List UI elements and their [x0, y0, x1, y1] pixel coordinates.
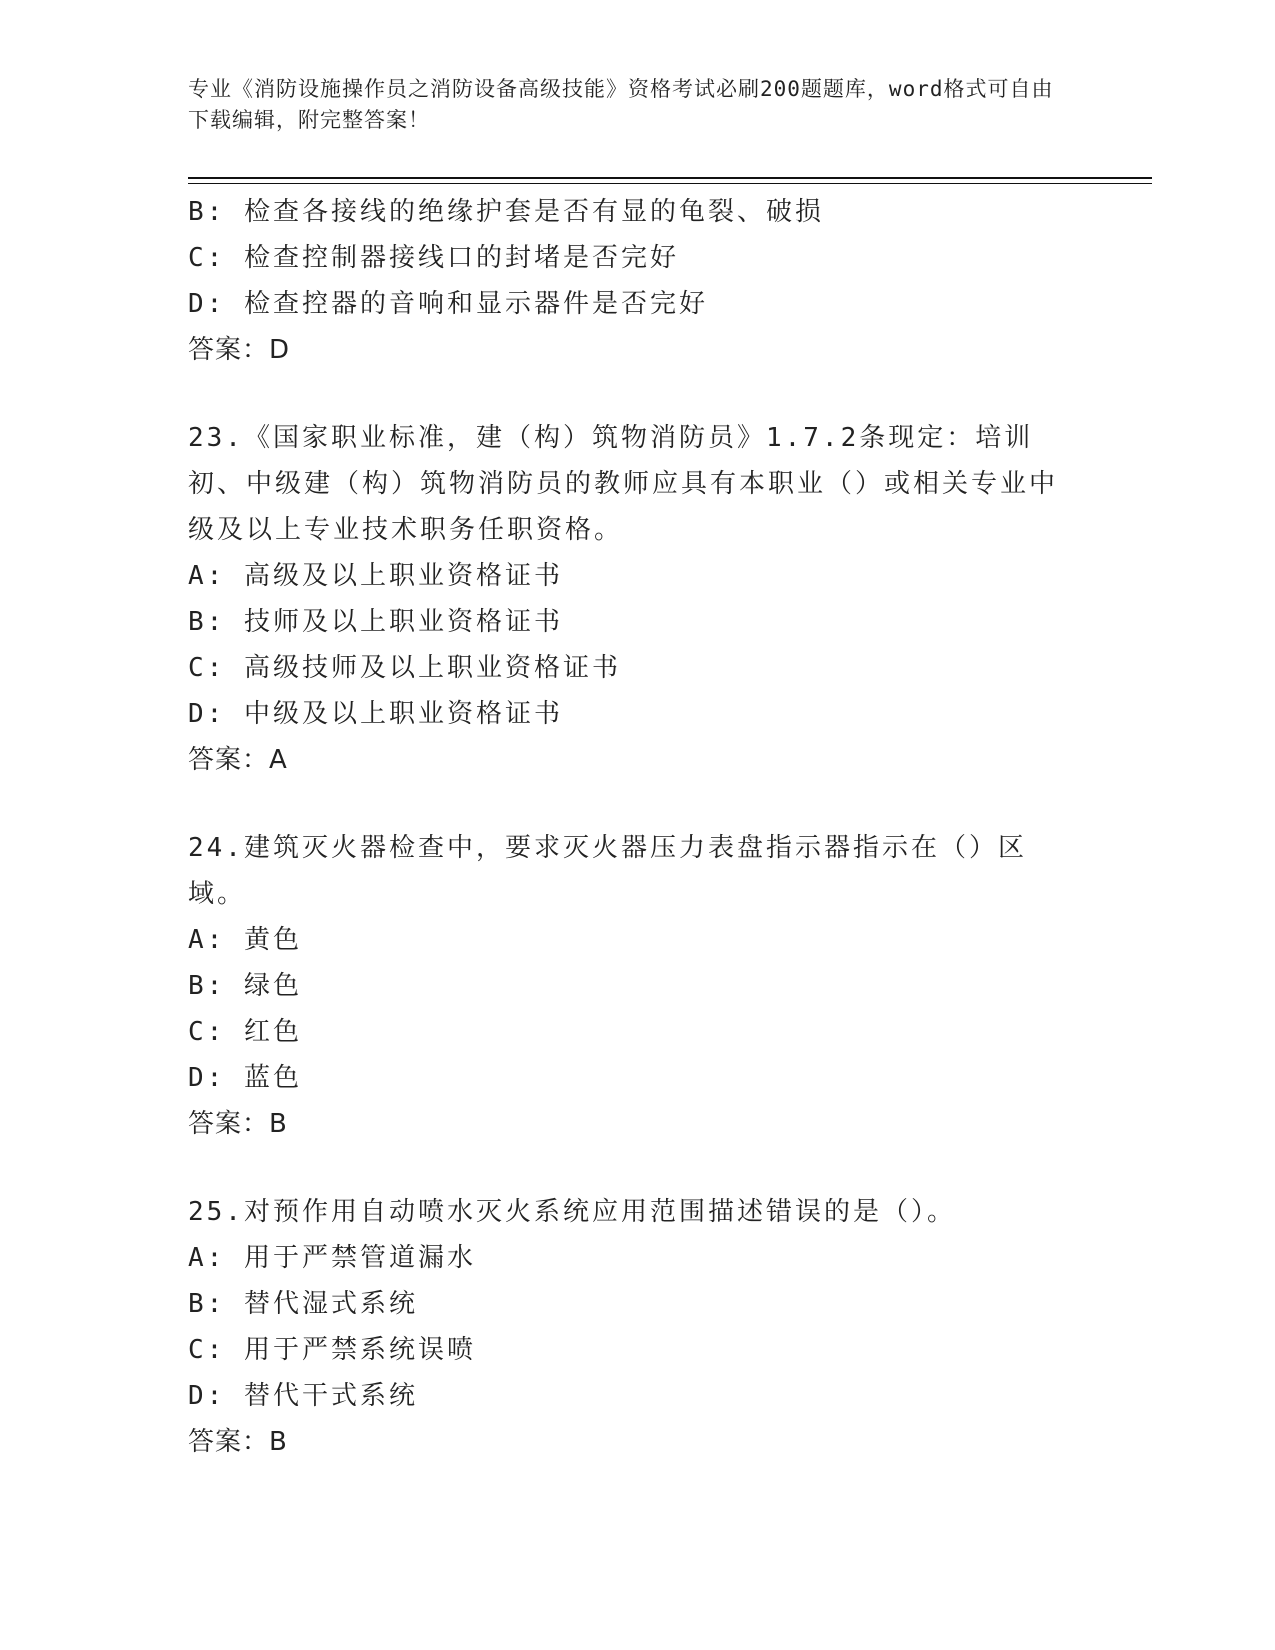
question-25 [188, 1189, 1088, 1465]
spacer [188, 1147, 1088, 1189]
option-b: B: 绿色 [188, 971, 302, 1001]
option-d: D: 检查控器的音响和显示器件是否完好 [188, 289, 708, 319]
option-c: C: 用于严禁系统误喷 [188, 1335, 476, 1365]
option-b: B: 替代湿式系统 [188, 1289, 418, 1319]
option-c: C: 红色 [188, 1017, 302, 1047]
option-d: D: 蓝色 [188, 1063, 302, 1093]
question-stem: 23.《国家职业标准，建（构）筑物消防员》1.7.2条现定：培训初、中级建（构）筑物消防员的教师应具有本职业（）或相关专业中级及以上专业技术职务任职资格。 [188, 423, 1059, 545]
option-b: B: 检查各接线的绝缘护套是否有显的龟裂、破损 [188, 197, 824, 227]
question-23 [188, 415, 1088, 783]
option-a: A: 黄色 [188, 925, 302, 955]
question-24 [188, 825, 1088, 1147]
option-c: C: 高级技师及以上职业资格证书 [188, 653, 621, 683]
question-carryover [188, 189, 1088, 373]
document-header-title: 专业《消防设施操作员之消防设备高级技能》资格考试必刷200题题库，word格式可自由下载编辑，附完整答案！ [188, 77, 1054, 132]
header-rule-thin [188, 183, 1152, 184]
question-stem: 25.对预作用自动喷水灭火系统应用范围描述错误的是（）。 [188, 1197, 956, 1227]
answer-line: 答案：D [188, 335, 291, 365]
answer-line: 答案：B [188, 1427, 288, 1457]
spacer [188, 783, 1088, 825]
option-c: C: 检查控制器接线口的封堵是否完好 [188, 243, 679, 273]
option-a: A: 高级及以上职业资格证书 [188, 561, 563, 591]
spacer [188, 373, 1088, 415]
answer-line: 答案：A [188, 745, 288, 775]
header-rule-thick [188, 177, 1152, 179]
question-stem: 24.建筑灭火器检查中，要求灭火器压力表盘指示器指示在（）区域。 [188, 833, 1027, 909]
answer-line: 答案：B [188, 1109, 288, 1139]
option-d: D: 替代干式系统 [188, 1381, 418, 1411]
option-a: A: 用于严禁管道漏水 [188, 1243, 476, 1273]
option-b: B: 技师及以上职业资格证书 [188, 607, 563, 637]
question-list [188, 189, 1088, 1465]
option-d: D: 中级及以上职业资格证书 [188, 699, 563, 729]
